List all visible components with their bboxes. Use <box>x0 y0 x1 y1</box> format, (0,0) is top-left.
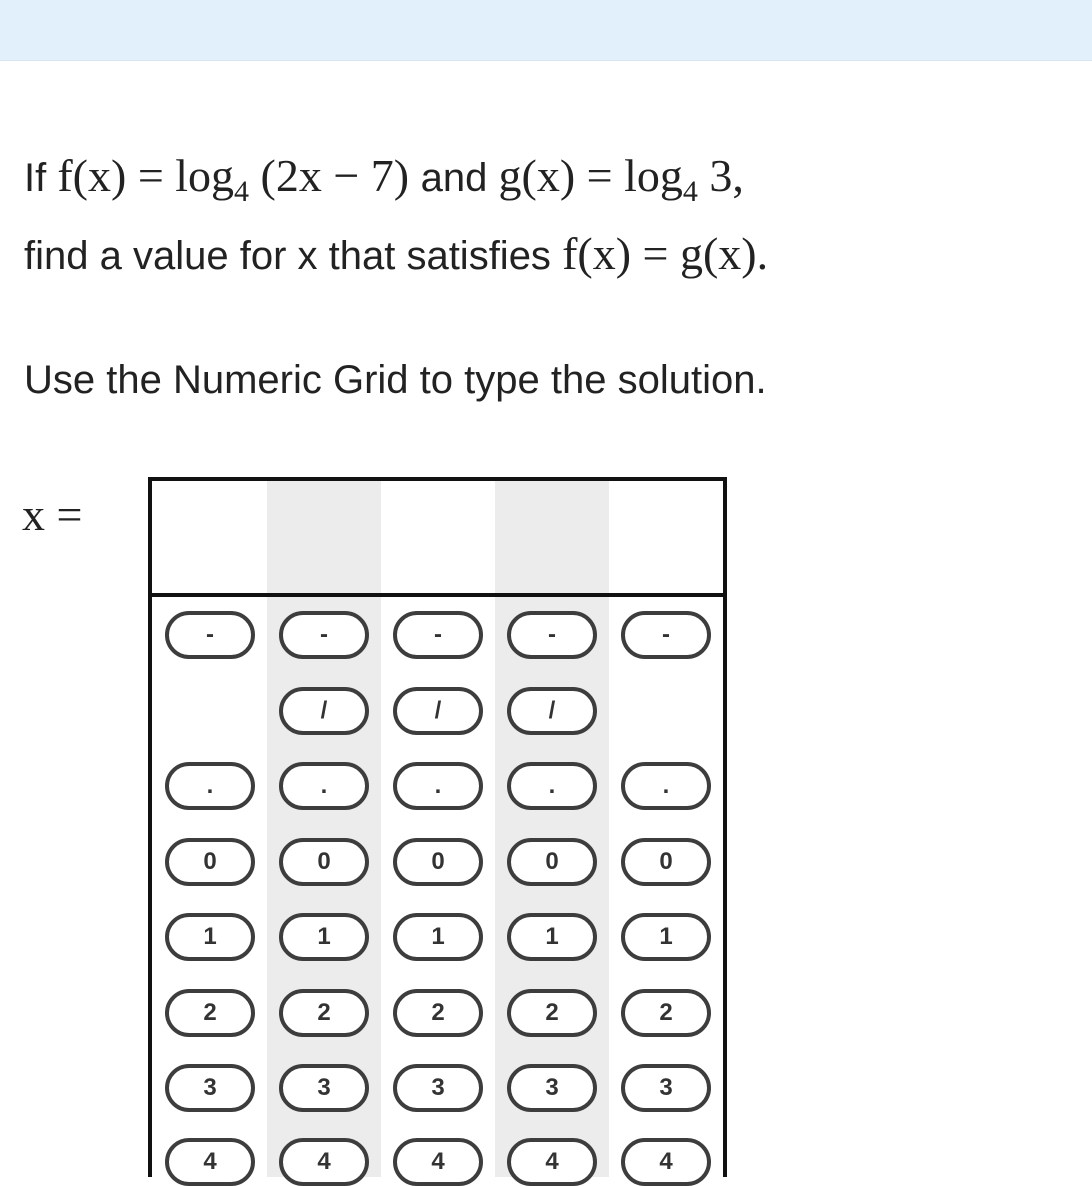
bubble-digit-2-col-3[interactable]: 2 <box>393 989 483 1037</box>
answer-cell-1[interactable] <box>152 481 266 593</box>
bubble-minus-col-1[interactable]: - <box>165 611 255 659</box>
bubble-decimal-col-1[interactable]: . <box>165 762 255 810</box>
bubble-digit-4-col-2[interactable]: 4 <box>279 1138 369 1186</box>
bubble-decimal-col-4[interactable]: . <box>507 762 597 810</box>
answer-cell-4[interactable] <box>494 481 608 593</box>
variable-label: x = <box>22 489 83 540</box>
bubble-decimal-col-5[interactable]: . <box>621 762 711 810</box>
bubble-minus-col-2[interactable]: - <box>279 611 369 659</box>
question-prompt: find a value for x that satisfies <box>24 234 551 278</box>
question-text <box>24 138 768 294</box>
bubble-digit-1-col-3[interactable]: 1 <box>393 913 483 961</box>
bubble-decimal-col-3[interactable]: . <box>393 762 483 810</box>
bubble-digit-2-col-2[interactable]: 2 <box>279 989 369 1037</box>
bubble-digit-0-col-5[interactable]: 0 <box>621 838 711 886</box>
bubble-digit-4-col-5[interactable]: 4 <box>621 1138 711 1186</box>
question-line-1 <box>24 138 768 216</box>
bubble-digit-3-col-3[interactable]: 3 <box>393 1064 483 1112</box>
bubble-digit-3-col-2[interactable]: 3 <box>279 1064 369 1112</box>
bubble-digit-4-col-4[interactable]: 4 <box>507 1138 597 1186</box>
bubble-slash-col-3[interactable]: / <box>393 687 483 735</box>
target-equation: f(x) = g(x). <box>562 228 769 279</box>
bubble-digit-2-col-4[interactable]: 2 <box>507 989 597 1037</box>
bubble-minus-col-4[interactable]: - <box>507 611 597 659</box>
if-text: If <box>24 156 47 200</box>
bubble-digit-3-col-4[interactable]: 3 <box>507 1064 597 1112</box>
bubble-digit-0-col-1[interactable]: 0 <box>165 838 255 886</box>
bubble-digit-3-col-5[interactable]: 3 <box>621 1064 711 1112</box>
bubble-digit-0-col-2[interactable]: 0 <box>279 838 369 886</box>
bubble-decimal-col-2[interactable]: . <box>279 762 369 810</box>
bubble-digit-0-col-4[interactable]: 0 <box>507 838 597 886</box>
bubble-digit-1-col-5[interactable]: 1 <box>621 913 711 961</box>
numeric-grid <box>148 477 727 1177</box>
answer-cell-5[interactable] <box>608 481 722 593</box>
instruction-text: Use the Numeric Grid to type the solution. <box>24 358 767 402</box>
bubble-slash-col-2[interactable]: / <box>279 687 369 735</box>
bubble-digit-3-col-1[interactable]: 3 <box>165 1064 255 1112</box>
and-text: and <box>420 156 488 200</box>
answer-row <box>152 481 723 597</box>
bubble-digit-4-col-1[interactable]: 4 <box>165 1138 255 1186</box>
top-banner <box>0 0 1092 61</box>
bubble-digit-1-col-2[interactable]: 1 <box>279 913 369 961</box>
answer-cell-3[interactable] <box>380 481 494 593</box>
bubble-minus-col-3[interactable]: - <box>393 611 483 659</box>
bubble-slash-col-4[interactable]: / <box>507 687 597 735</box>
answer-cell-2[interactable] <box>266 481 380 593</box>
bubble-digit-1-col-1[interactable]: 1 <box>165 913 255 961</box>
bubble-digit-4-col-3[interactable]: 4 <box>393 1138 483 1186</box>
g-definition: $g(x) = \log_4 3$, <box>498 150 744 208</box>
bubble-digit-2-col-1[interactable]: 2 <box>165 989 255 1037</box>
bubble-minus-col-5[interactable]: - <box>621 611 711 659</box>
f-definition: $f(x) = \log_4 (2x - 7)$ <box>57 150 410 208</box>
bubble-digit-2-col-5[interactable]: 2 <box>621 989 711 1037</box>
bubble-digit-0-col-3[interactable]: 0 <box>393 838 483 886</box>
question-line-2 <box>24 216 768 294</box>
bubble-digit-1-col-4[interactable]: 1 <box>507 913 597 961</box>
